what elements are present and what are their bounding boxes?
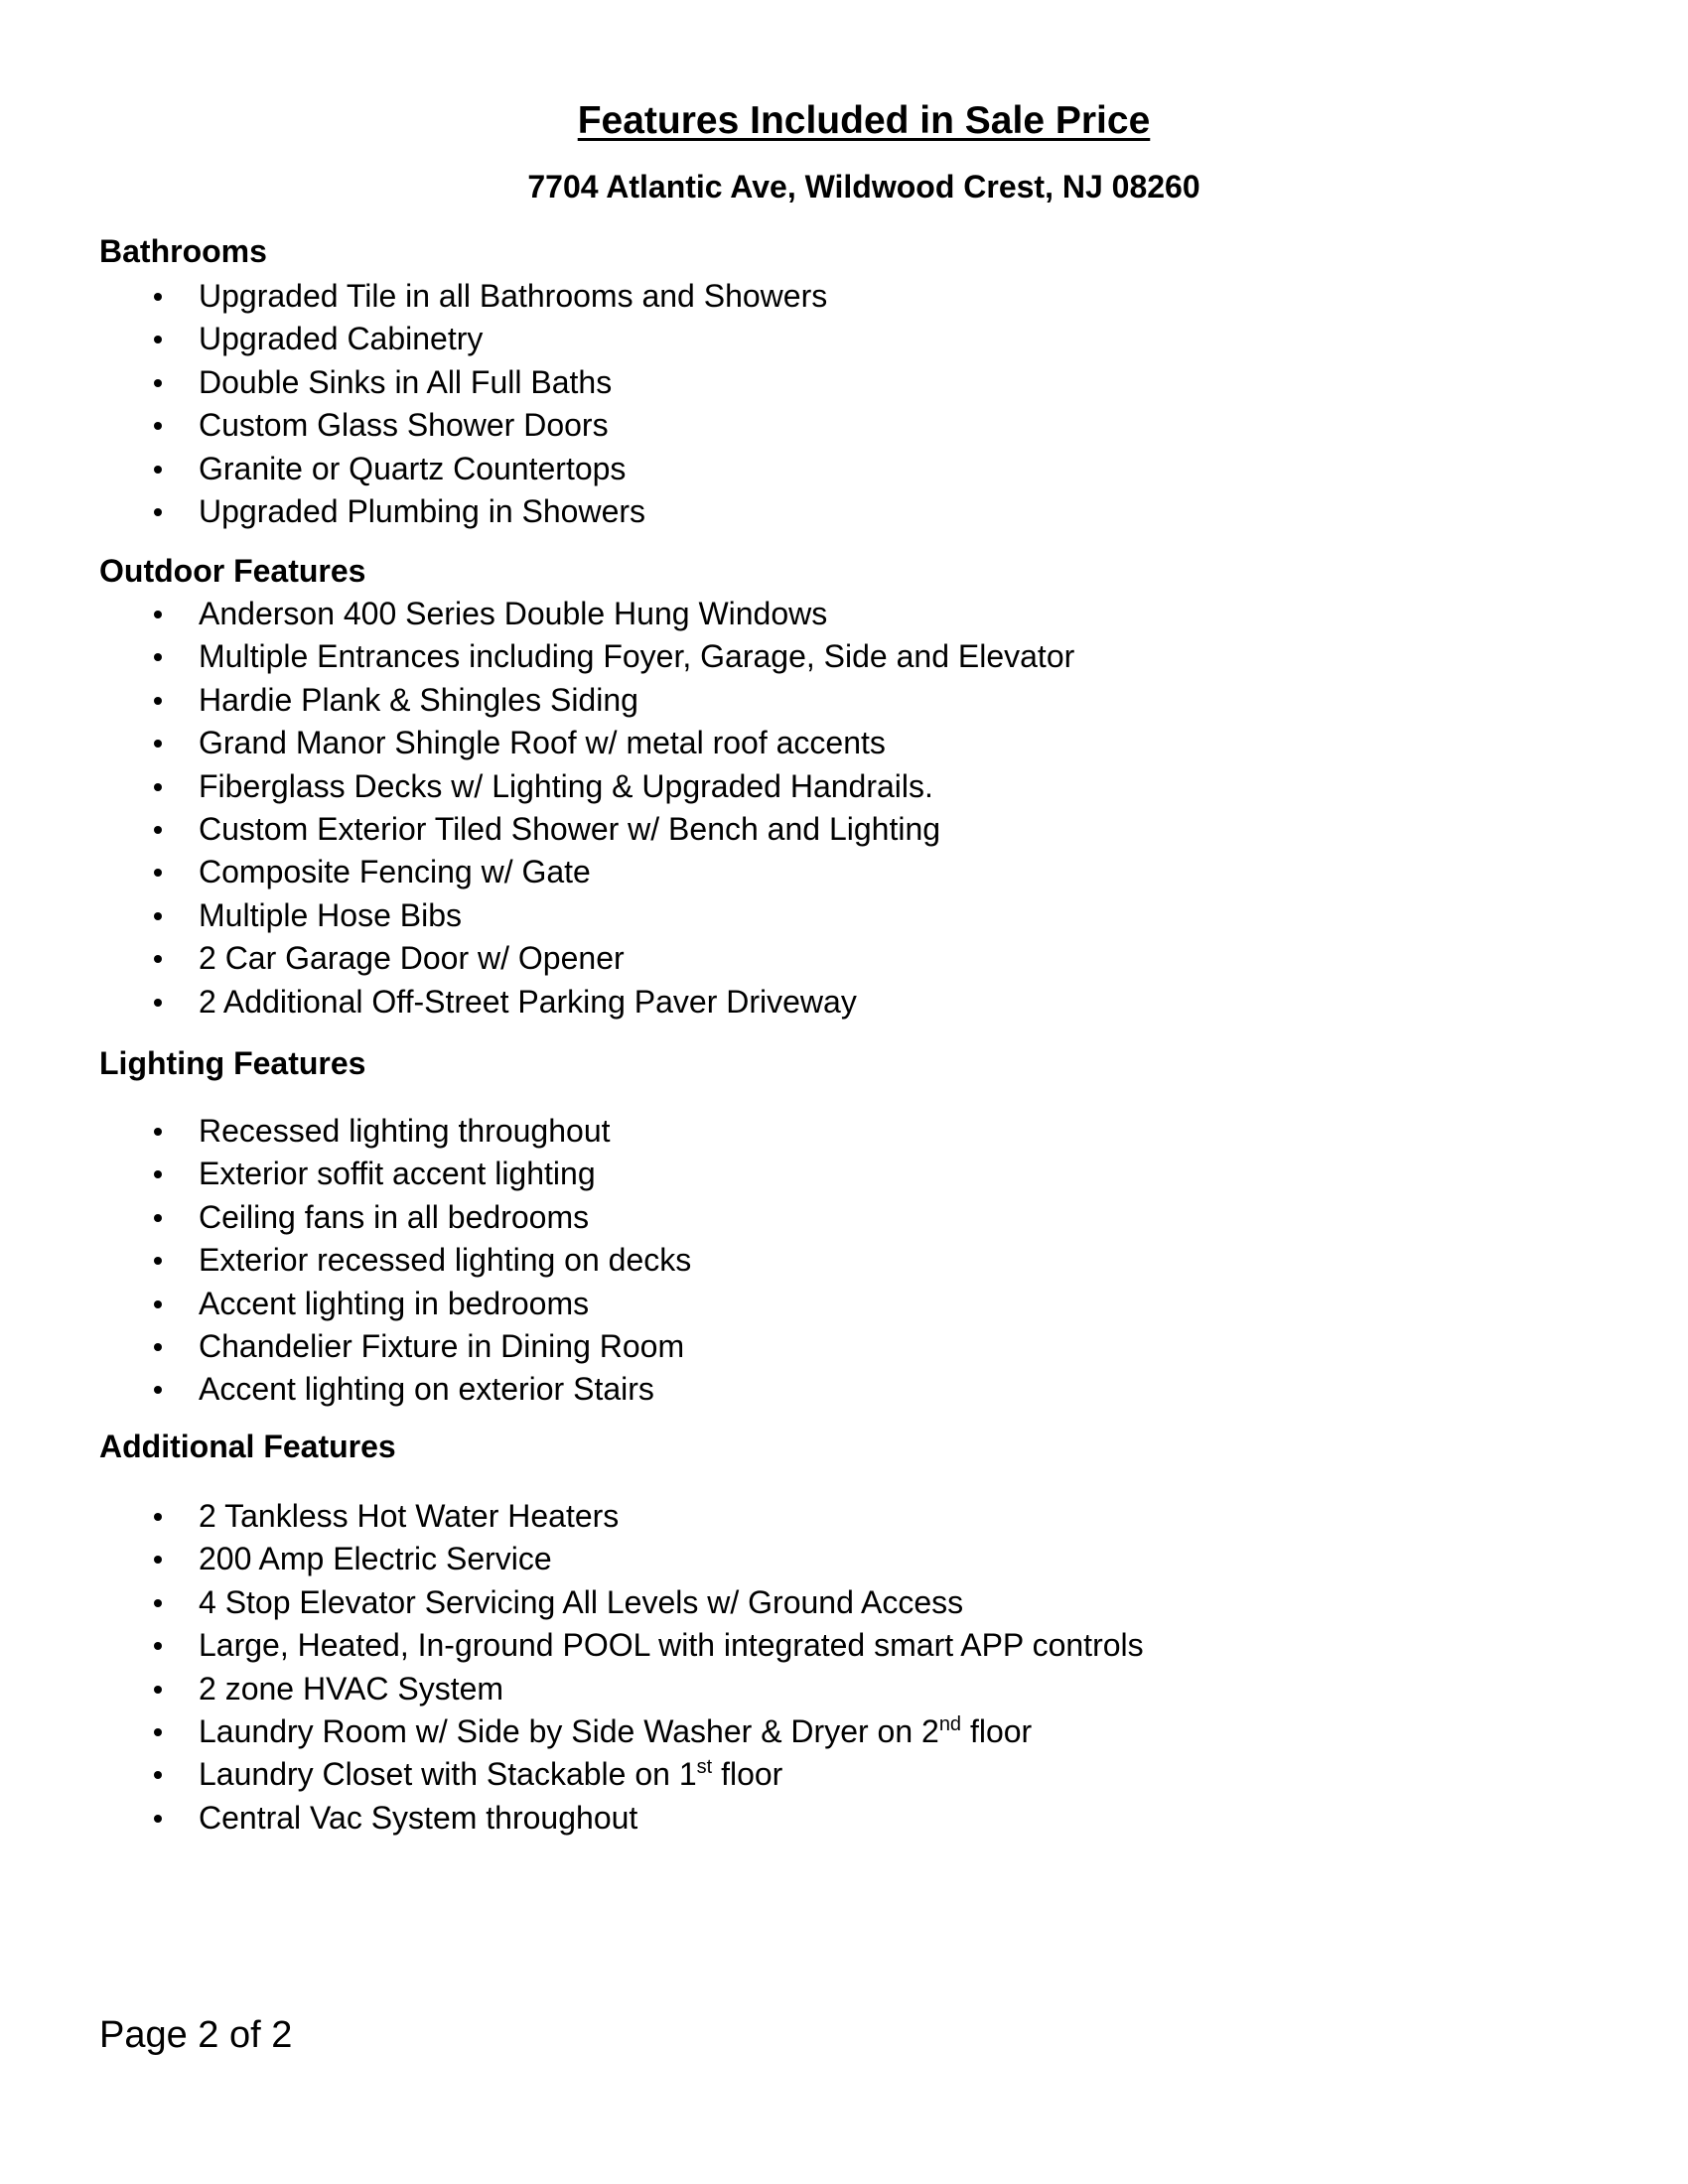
bullet-icon: [154, 1771, 162, 1779]
bullet-icon: [154, 869, 162, 877]
list-item: [99, 361, 1589, 404]
list-item-text: Recessed lighting throughout: [199, 1113, 611, 1149]
bullet-icon: [154, 336, 162, 343]
list-item: [99, 1239, 1589, 1282]
list-item: [99, 1283, 1589, 1325]
list-item-text: Laundry Room w/ Side by Side Washer & Dryer on 2: [199, 1712, 939, 1749]
page-number: Page 2 of 2: [99, 2014, 293, 2056]
section-lighting-features: [99, 1043, 1589, 1412]
bullet-icon: [154, 379, 162, 387]
section-bathrooms: [99, 231, 1589, 533]
list-item-text: Chandelier Fixture in Dining Room: [199, 1327, 685, 1364]
list-item: [99, 318, 1589, 360]
bullet-icon: [154, 611, 162, 618]
bullet-icon: [154, 422, 162, 430]
bullet-icon: [154, 1513, 162, 1521]
bullet-icon: [154, 697, 162, 705]
section-heading: Outdoor Features: [99, 553, 366, 589]
list-item-text-after: floor: [961, 1712, 1033, 1749]
list-item-text: Granite or Quartz Countertops: [199, 450, 627, 486]
list-item-text: Central Vac System throughout: [199, 1799, 638, 1836]
feature-list: [99, 1495, 1589, 1840]
list-item-text: Fiberglass Decks w/ Lighting & Upgraded Handrails.: [199, 767, 933, 804]
list-item-text: Composite Fencing w/ Gate: [199, 854, 591, 890]
list-item-text: Ceiling fans in all bedrooms: [199, 1198, 590, 1235]
feature-list: [99, 593, 1589, 1024]
bullet-icon: [154, 1386, 162, 1394]
bullet-icon: [154, 999, 162, 1007]
bullet-icon: [154, 912, 162, 920]
list-item: [99, 1325, 1589, 1368]
feature-list: [99, 1110, 1589, 1412]
bullet-icon: [154, 955, 162, 963]
list-item: [99, 1110, 1589, 1153]
list-item-text: Custom Glass Shower Doors: [199, 407, 609, 444]
list-item-text: 2 zone HVAC System: [199, 1670, 504, 1706]
list-item: [99, 1581, 1589, 1624]
bullet-icon: [154, 1343, 162, 1351]
list-item-text: Custom Exterior Tiled Shower w/ Bench and Lighting: [199, 810, 941, 847]
list-item: [99, 275, 1589, 318]
bullet-icon: [154, 1300, 162, 1308]
list-item-text: 4 Stop Elevator Servicing All Levels w/ Ground Access: [199, 1583, 964, 1620]
list-item: [99, 1538, 1589, 1580]
list-item: [99, 679, 1589, 722]
property-address: 7704 Atlantic Ave, Wildwood Crest, NJ 08260: [527, 169, 1200, 205]
bullet-icon: [154, 1815, 162, 1823]
list-item-text: Accent lighting in bedrooms: [199, 1285, 590, 1321]
list-item: [99, 1196, 1589, 1239]
bullet-icon: [154, 1642, 162, 1650]
list-item-text: Anderson 400 Series Double Hung Windows: [199, 596, 828, 631]
list-item: [99, 1495, 1589, 1538]
list-item: [99, 1624, 1589, 1667]
list-item-text: Upgraded Tile in all Bathrooms and Showers: [199, 278, 828, 314]
list-item-text-after: floor: [712, 1756, 783, 1793]
list-item-text: Multiple Entrances including Foyer, Garage, Side and Elevator: [199, 638, 1075, 675]
bullet-icon: [154, 293, 162, 301]
list-item: [99, 894, 1589, 937]
list-item: [99, 722, 1589, 764]
section-additional-features: [99, 1427, 1589, 1840]
list-item-text: Large, Heated, In-ground POOL with integrated smart APP controls: [199, 1627, 1144, 1664]
list-item: [99, 808, 1589, 851]
list-item: [99, 1368, 1589, 1411]
ordinal-suffix: st: [696, 1756, 713, 1779]
bullet-icon: [154, 1556, 162, 1564]
list-item-text: 200 Amp Electric Service: [199, 1541, 552, 1577]
list-item-text: Exterior recessed lighting on decks: [199, 1242, 692, 1279]
list-item: [99, 1710, 1589, 1753]
list-item-text: Hardie Plank & Shingles Siding: [199, 681, 638, 718]
list-item-text: Upgraded Cabinetry: [199, 321, 484, 357]
list-item: [99, 1797, 1589, 1840]
bullet-icon: [154, 1686, 162, 1694]
bullet-icon: [154, 740, 162, 748]
bullet-icon: [154, 653, 162, 661]
ordinal-suffix: nd: [938, 1712, 962, 1735]
document-title-text: Features Included in Sale Price: [577, 99, 1151, 142]
list-item-text: Accent lighting on exterior Stairs: [199, 1371, 654, 1408]
list-item: [99, 490, 1589, 533]
list-item-text: 2 Car Garage Door w/ Opener: [199, 940, 625, 977]
list-item: [99, 593, 1589, 635]
list-item-text: Laundry Closet with Stackable on 1: [199, 1756, 697, 1793]
list-item-text: Multiple Hose Bibs: [199, 896, 462, 933]
list-item: [99, 635, 1589, 678]
list-item: [99, 765, 1589, 808]
bullet-icon: [154, 1728, 162, 1736]
section-heading: Lighting Features: [99, 1045, 366, 1081]
list-item: [99, 1668, 1589, 1710]
feature-list: [99, 275, 1589, 533]
list-item: [99, 1753, 1589, 1796]
document-title: [0, 97, 1688, 145]
bullet-icon: [154, 783, 162, 791]
bullet-icon: [154, 1599, 162, 1607]
bullet-icon: [154, 1214, 162, 1222]
bullet-icon: [154, 826, 162, 834]
list-item-text: Double Sinks in All Full Baths: [199, 363, 613, 400]
list-item: [99, 448, 1589, 490]
list-item: [99, 937, 1589, 980]
list-item-text: 2 Additional Off-Street Parking Paver Driveway: [199, 983, 857, 1020]
bullet-icon: [154, 1128, 162, 1136]
list-item-text: 2 Tankless Hot Water Heaters: [199, 1498, 620, 1534]
list-item-text: Exterior soffit accent lighting: [199, 1156, 596, 1192]
section-outdoor-features: [99, 551, 1589, 1024]
list-item: [99, 1153, 1589, 1195]
list-item: [99, 851, 1589, 893]
bullet-icon: [154, 466, 162, 474]
bullet-icon: [154, 1170, 162, 1178]
list-item-text: Grand Manor Shingle Roof w/ metal roof accents: [199, 725, 886, 761]
bullet-icon: [154, 1257, 162, 1265]
list-item: [99, 404, 1589, 447]
section-heading: Bathrooms: [99, 233, 267, 269]
list-item-text: Upgraded Plumbing in Showers: [199, 492, 646, 529]
section-heading: Additional Features: [99, 1429, 396, 1464]
list-item: [99, 981, 1589, 1024]
bullet-icon: [154, 508, 162, 516]
